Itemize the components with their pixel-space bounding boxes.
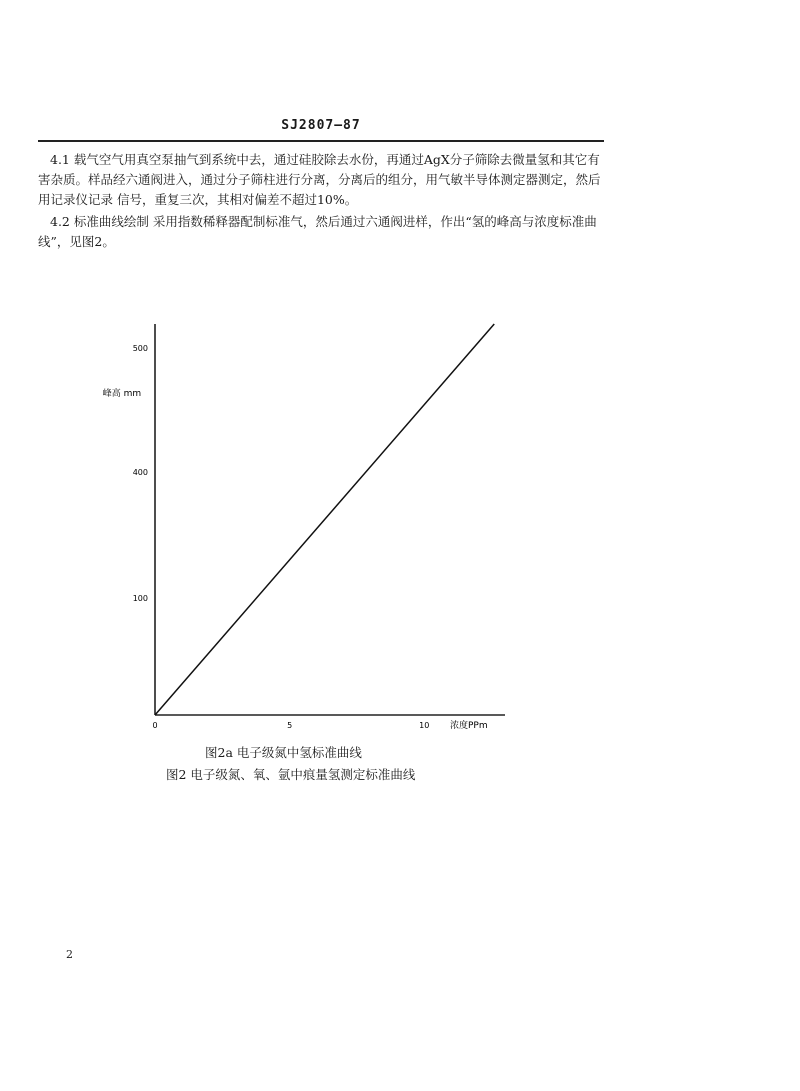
section-4-1-paragraph: 4.1 载气空气用真空泵抽气到系统中去，通过硅胶除去水份，再通过AgX分子筛除去微量氢和其它有害杂质。样品经六通阀进入，通过分子筛柱进行分离，分离后的组分，用气敏半导体测定器测定，然后用记录仪记录 信号，重复三次，其相对偏差不超过10%。 — [38, 152, 601, 207]
y-tick-label: 400 — [132, 468, 148, 477]
axis-ticks — [133, 344, 430, 730]
header-rule — [38, 140, 604, 142]
document-code-header: SJ2807—87 — [281, 118, 361, 133]
x-axis-label: 浓度PPm — [450, 721, 488, 731]
y-tick-label: 500 — [132, 344, 148, 353]
y-tick-label: 100 — [132, 594, 148, 603]
figure-caption: 图2 电子级氮、氧、氩中痕量氢测定标准曲线 — [166, 767, 416, 782]
figure-subcaption: 图2a 电子级氮中氢标准曲线 — [205, 745, 362, 760]
standard-curve-chart — [100, 310, 520, 740]
section-4-2-paragraph: 4.2 标准曲线绘制 采用指数稀释器配制标准气，然后通过六通阀进样，作出“氢的峰高与浓度标准曲线”，见图2。 — [38, 214, 597, 249]
standard-curve-line — [155, 324, 494, 715]
x-tick-label: 10 — [419, 721, 430, 730]
x-tick-label: 0 — [152, 721, 158, 730]
page-number: 2 — [66, 948, 73, 961]
x-tick-label: 5 — [287, 721, 293, 730]
y-axis-label: 峰高 mm — [102, 389, 142, 399]
